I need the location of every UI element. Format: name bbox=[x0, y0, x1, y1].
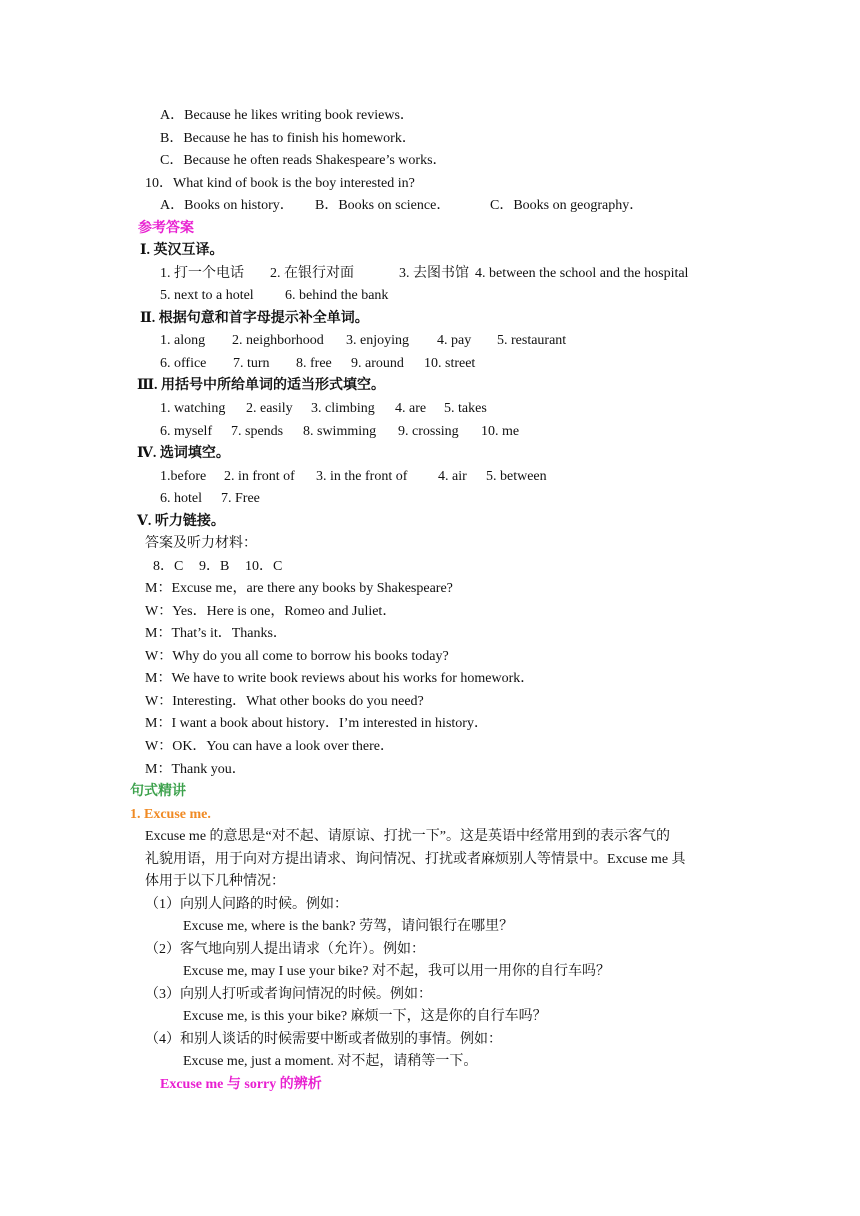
answer-item: 4. air bbox=[438, 469, 467, 484]
q10-option-b: B．Books on science． bbox=[315, 198, 451, 213]
answer-item: 2. neighborhood bbox=[232, 333, 324, 348]
usage-case-label: （4）和别人谈话的时候需要中断或者做别的事情。例如： bbox=[145, 1032, 502, 1047]
section-2-line-1 bbox=[160, 332, 566, 350]
answer-item: 8. swimming bbox=[303, 424, 377, 439]
answer-item: 6. hotel bbox=[160, 491, 202, 506]
section-1-line-1 bbox=[160, 265, 688, 283]
section-3-title: Ⅲ. 用括号中所给单词的适当形式填空。 bbox=[137, 378, 386, 393]
dialogue-line: W：Yes．Here is one，Romeo and Juliet． bbox=[145, 604, 397, 619]
answer-item: 1. watching bbox=[160, 401, 226, 416]
q9-option-b: B．Because he has to finish his homework． bbox=[160, 131, 416, 146]
answer-item: 3. climbing bbox=[311, 401, 375, 416]
answer-item: 9．B bbox=[199, 559, 230, 574]
answer-item: 8．C bbox=[153, 559, 184, 574]
section-4-title: Ⅳ. 选词填空。 bbox=[137, 446, 230, 461]
answer-item: 1. along bbox=[160, 333, 206, 348]
section-4-line-2 bbox=[160, 490, 260, 508]
dialogue-line: M：That’s it．Thanks． bbox=[145, 626, 287, 641]
dialogue-line: M：Excuse me，are there any books by Shakespeare? bbox=[145, 581, 453, 596]
dialogue-line: M：We have to write book reviews about his works for homework． bbox=[145, 671, 535, 686]
usage-case-label: （3）向别人打听或者询问情况的时候。例如： bbox=[145, 987, 432, 1002]
answer-item: 5. restaurant bbox=[497, 333, 567, 348]
answer-item: 10. me bbox=[481, 424, 520, 439]
section-3-line-1 bbox=[160, 400, 487, 418]
answer-item: 5. next to a hotel bbox=[160, 288, 254, 303]
usage-case-example: Excuse me, is this your bike? 麻烦一下，这是你的自行车吗？ bbox=[183, 1009, 547, 1024]
answer-item: 6. myself bbox=[160, 424, 213, 439]
listening-answer-key bbox=[153, 558, 282, 576]
grammar-heading: 句式精讲 bbox=[130, 784, 186, 799]
answer-item: 1. 打一个电话 bbox=[160, 266, 244, 281]
answer-item: 9. around bbox=[351, 356, 404, 371]
answer-item: 3. in the front of bbox=[316, 469, 408, 484]
dialogue-line: W：Interesting．What other books do you need? bbox=[145, 694, 424, 709]
listening-subtitle: 答案及听力材料： bbox=[145, 536, 257, 551]
q10-stem: 10．What kind of book is the boy interested in? bbox=[145, 176, 415, 191]
answer-item: 2. 在银行对面 bbox=[270, 266, 354, 281]
section-3-line-2 bbox=[160, 423, 519, 441]
q10-option-a: A．Books on history． bbox=[160, 198, 294, 213]
section-5-title: Ⅴ. 听力链接。 bbox=[137, 514, 225, 529]
answer-item: 2. in front of bbox=[224, 469, 295, 484]
dialogue-line: W：OK．You can have a look over there． bbox=[145, 739, 394, 754]
answer-item: 5. takes bbox=[444, 401, 487, 416]
answer-item: 3. 去图书馆 bbox=[399, 266, 469, 281]
section-1-title: Ⅰ. 英汉互译。 bbox=[140, 243, 224, 258]
q10-option-c: C．Books on geography． bbox=[490, 198, 644, 213]
usage-case-example: Excuse me, may I use your bike? 对不起，我可以用一用你的自行车吗？ bbox=[183, 964, 610, 979]
answers-heading: 参考答案 bbox=[138, 221, 194, 236]
compare-title: Excuse me 与 sorry 的辨析 bbox=[160, 1077, 322, 1092]
answer-item: 6. behind the bank bbox=[285, 288, 389, 303]
answer-item: 3. enjoying bbox=[346, 333, 409, 348]
dialogue-line: M：Thank you． bbox=[145, 762, 246, 777]
section-4-line-1 bbox=[160, 468, 547, 486]
dialogue-line: M：I want a book about history．I’m interested in history． bbox=[145, 716, 488, 731]
answer-item: 4. are bbox=[395, 401, 427, 416]
q9-option-a: A．Because he likes writing book reviews． bbox=[160, 108, 414, 123]
answer-item: 6. office bbox=[160, 356, 207, 371]
answer-item: 1.before bbox=[160, 469, 207, 484]
answer-item: 7. turn bbox=[233, 356, 270, 371]
section-2-line-2 bbox=[160, 355, 475, 373]
q10-options bbox=[160, 197, 643, 215]
answer-item: 2. easily bbox=[246, 401, 293, 416]
answer-item: 7. spends bbox=[231, 424, 284, 439]
grammar-paragraph-line: Excuse me 的意思是“对不起、请原谅、打扰一下”。这是英语中经常用到的表示客气的 bbox=[145, 829, 670, 844]
answer-item: 7. Free bbox=[221, 491, 260, 506]
section-2-title: Ⅱ. 根据句意和首字母提示补全单词。 bbox=[140, 311, 369, 326]
grammar-paragraph-line: 礼貌用语，用于向对方提出请求、询问情况、打扰或者麻烦别人等情景中。Excuse me 具 bbox=[145, 852, 686, 867]
answer-item: 5. between bbox=[486, 469, 547, 484]
answer-item: 10．C bbox=[245, 559, 283, 574]
section-1-line-2 bbox=[160, 287, 388, 305]
grammar-paragraph-line: 体用于以下几种情况： bbox=[145, 874, 285, 889]
answer-item: 8. free bbox=[296, 356, 332, 371]
usage-case-label: （1）向别人问路的时候。例如： bbox=[145, 897, 348, 912]
usage-case-label: （2）客气地向别人提出请求（允许）。例如： bbox=[145, 942, 425, 957]
answer-item: 4. pay bbox=[437, 333, 472, 348]
dialogue-line: W：Why do you all come to borrow his books today? bbox=[145, 649, 449, 664]
usage-case-example: Excuse me, where is the bank? 劳驾，请问银行在哪里？ bbox=[183, 919, 514, 934]
grammar-item-title: 1. Excuse me. bbox=[130, 807, 211, 822]
answer-item: 10. street bbox=[424, 356, 476, 371]
answer-item: 9. crossing bbox=[398, 424, 459, 439]
q9-option-c: C．Because he often reads Shakespeare’s works． bbox=[160, 153, 447, 168]
usage-case-example: Excuse me, just a moment. 对不起，请稍等一下。 bbox=[183, 1054, 478, 1069]
answer-item: 4. between the school and the hospital bbox=[475, 266, 689, 281]
